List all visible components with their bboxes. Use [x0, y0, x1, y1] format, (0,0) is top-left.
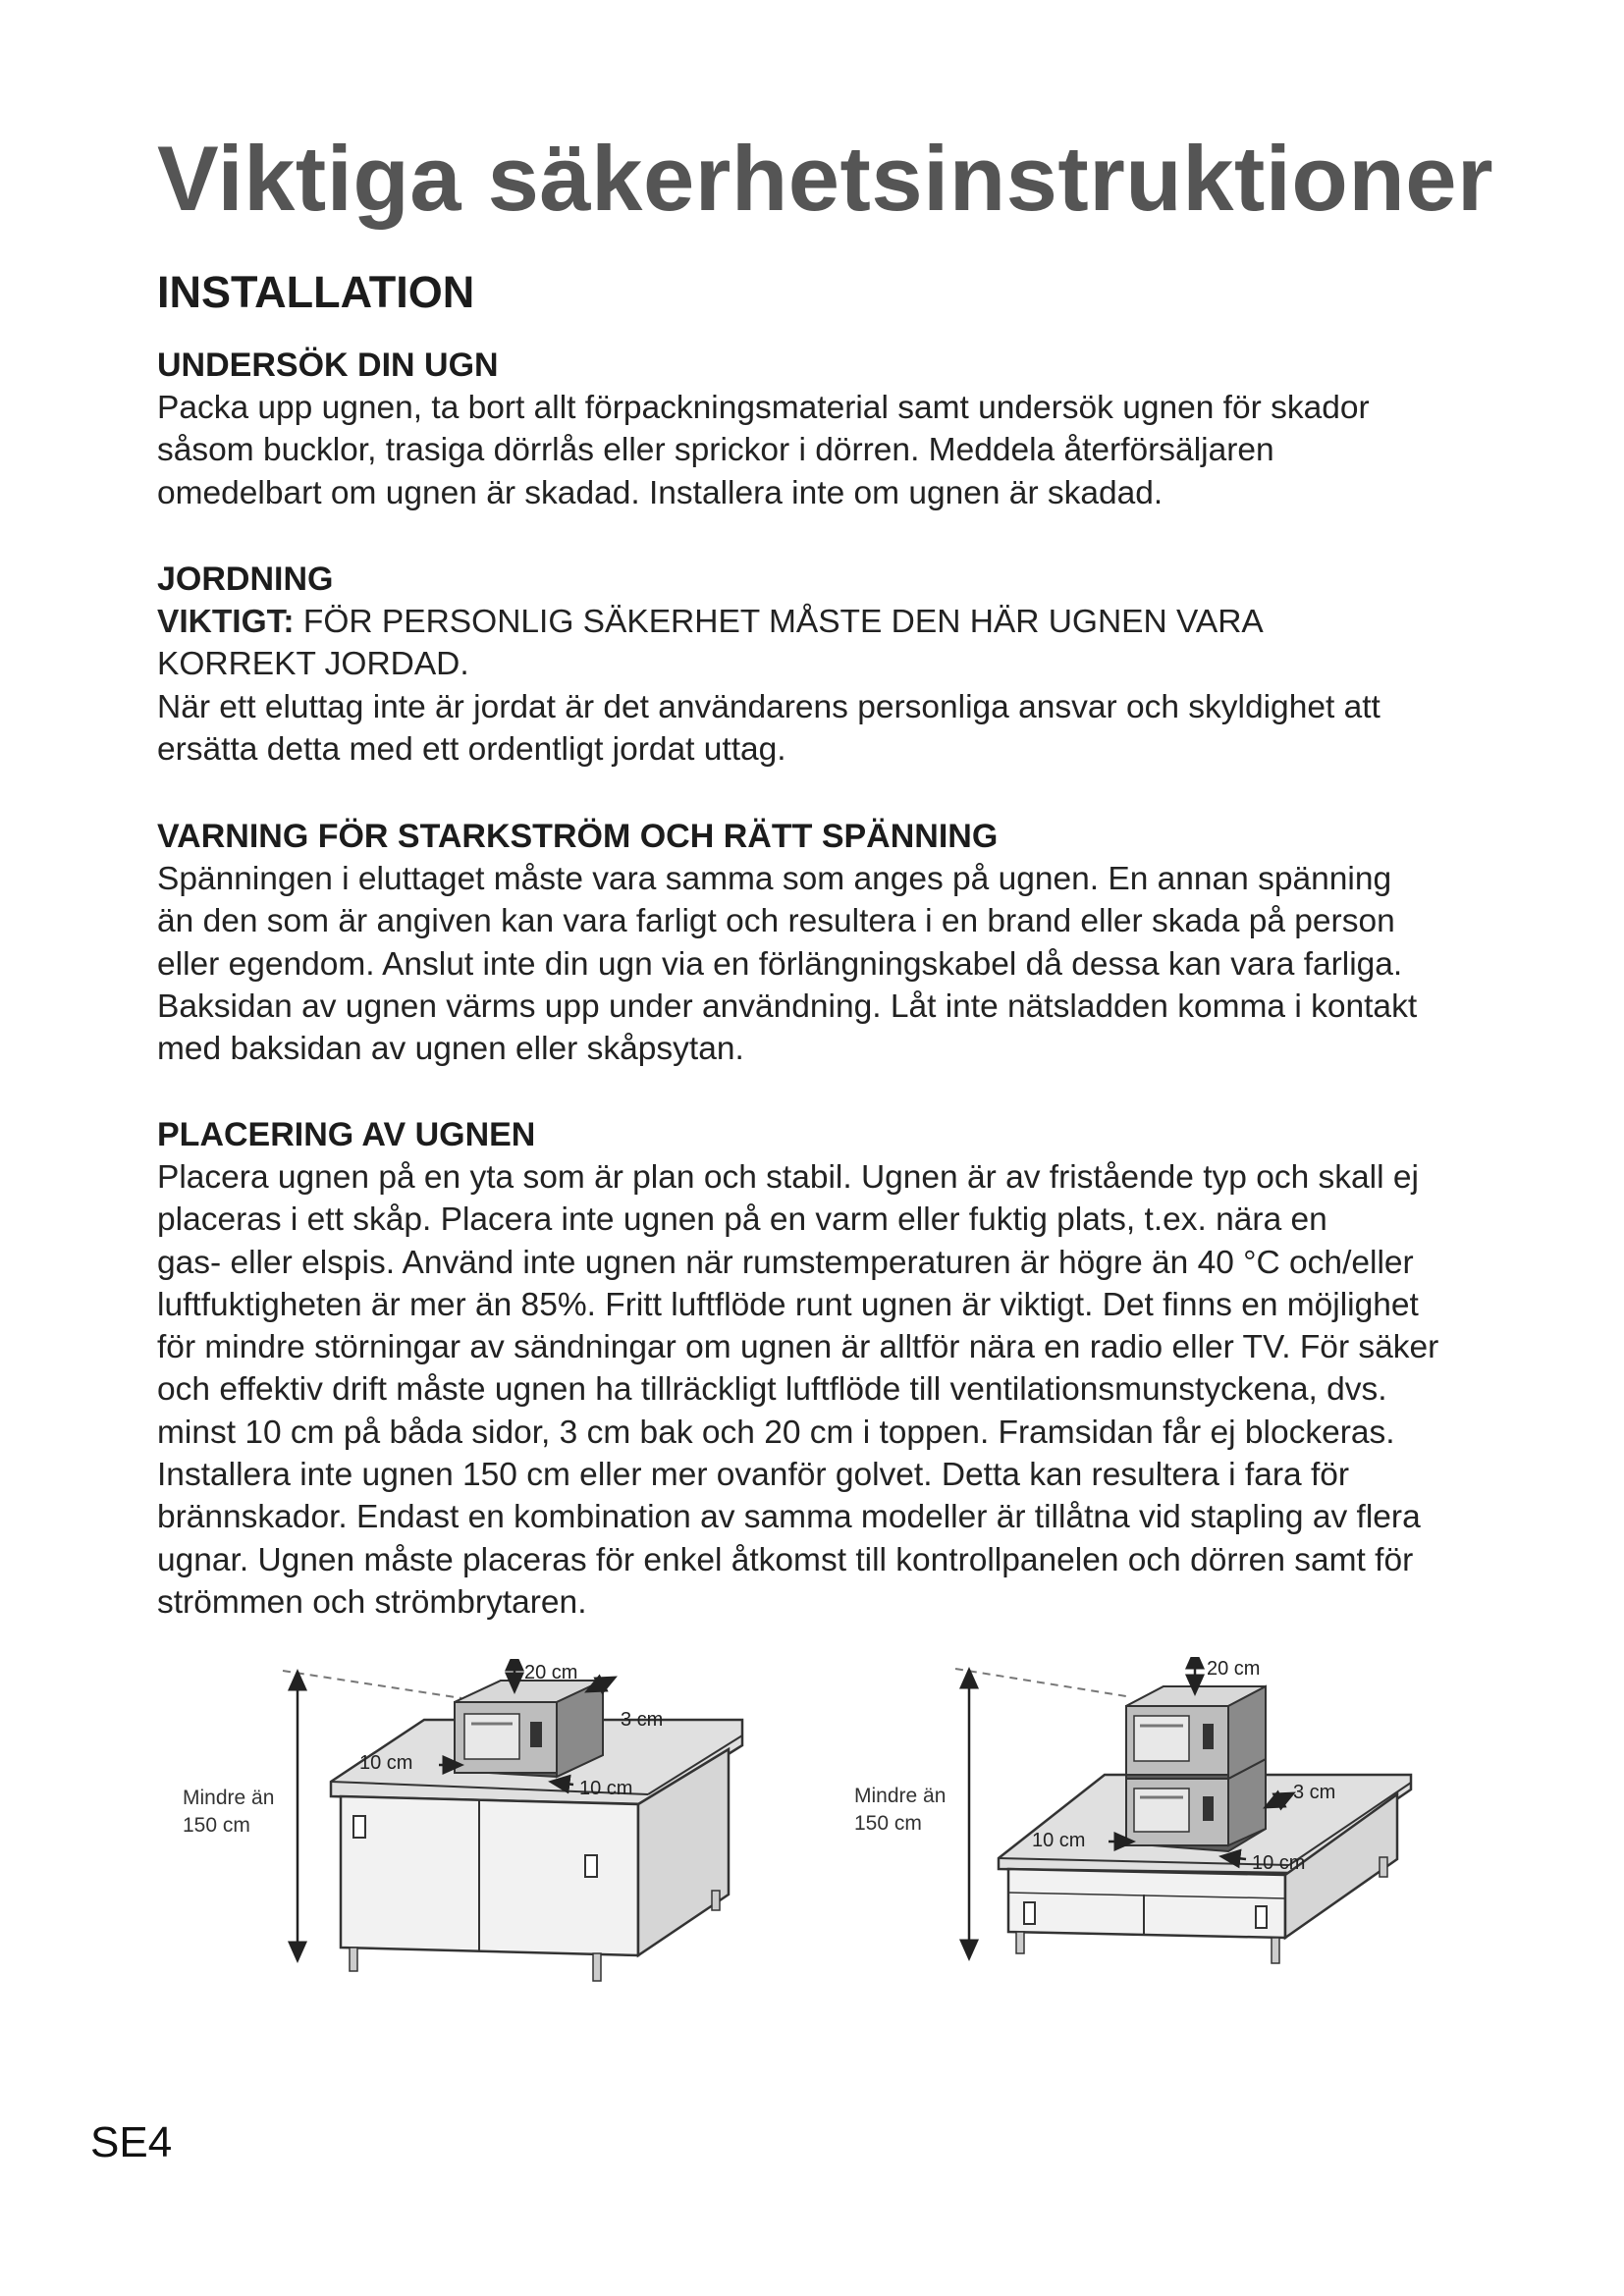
text-line: eller egendom. Anslut inte din ugn via en förlängningskabel då dessa kan vara farliga. [157, 945, 1403, 983]
page-number: SE4 [90, 2118, 173, 2166]
important-line [157, 601, 1551, 643]
text-line: strömmen och strömbrytaren. [157, 1583, 587, 1621]
text-line: Installera inte ugnen 150 cm eller mer ovanför golvet. Detta kan resultera i fara för [157, 1457, 1350, 1494]
top-clearance-label: 20 cm [1207, 1658, 1261, 1680]
cabinet-front [1008, 1869, 1285, 1938]
table-leg [593, 1953, 601, 1981]
placement-text [157, 1156, 1551, 1624]
section-inspect [157, 344, 1551, 514]
oven-control-panel [530, 1722, 542, 1747]
text-line: Placera ugnen på en yta som är plan och stabil. Ugnen är av fristående typ och skall ej [157, 1159, 1419, 1196]
left-clearance-label: 10 cm [359, 1752, 413, 1774]
text-line: såsom bucklor, trasiga dörrlås eller sprickor i dörren. Meddela återförsäljaren [157, 432, 1274, 469]
table-leg [712, 1891, 720, 1910]
text-line: gas- eller elspis. Använd inte ugnen när rumstemperaturen är högre än 40 °C och/eller [157, 1244, 1414, 1281]
text-line: minst 10 cm på båda sidor, 3 cm bak och 20 cm i toppen. Framsidan får ej blockeras. [157, 1414, 1395, 1451]
back-clearance-label: 3 cm [1293, 1782, 1336, 1803]
inspect-heading: UNDERSÖK DIN UGN [157, 347, 499, 384]
page-title: Viktiga säkerhetsinstruktioner [157, 127, 1494, 230]
single-oven-clearance-figure [167, 1659, 756, 2022]
grounding-text [157, 601, 1551, 771]
text-line: omedelbart om ugnen är skadad. Installera inte om ugnen är skadad. [157, 474, 1164, 511]
top-clearance-label: 20 cm [524, 1662, 578, 1683]
door-handle-icon [353, 1816, 365, 1838]
oven-window [464, 1714, 519, 1759]
door-handle-icon [585, 1855, 597, 1877]
text-line: ersätta detta med ett ordentligt jordat uttag. [157, 730, 786, 768]
text-line: När ett eluttag inte är jordat är det användarens personliga ansvar och skyldighet att [157, 688, 1380, 725]
height-label-line1: Mindre än [854, 1785, 947, 1807]
voltage-text [157, 858, 1551, 1070]
section-heading: INSTALLATION [157, 267, 475, 317]
door-handle-icon [1256, 1906, 1267, 1928]
text-line: brännskador. Endast en kombination av samma modeller är tillåtna vid stapling av flera [157, 1499, 1421, 1536]
oven-control-panel [1203, 1724, 1214, 1749]
right-clearance-label: 10 cm [1252, 1852, 1306, 1874]
table-leg [1016, 1932, 1024, 1953]
text-line: och effektiv drift måste ugnen ha tillräckligt luftflöde till ventilationsmunstyckena, dvs. [157, 1371, 1387, 1409]
section-grounding [157, 558, 1551, 771]
door-handle-icon [1024, 1902, 1035, 1924]
section-voltage [157, 815, 1551, 1070]
voltage-heading: VARNING FÖR STARKSTRÖM OCH RÄTT SPÄNNING [157, 818, 999, 855]
text-line: med baksidan av ugnen eller skåpsytan. [157, 1031, 744, 1068]
reference-dashed-line [955, 1669, 1126, 1696]
right-clearance-label: 10 cm [579, 1778, 633, 1799]
table-leg [1272, 1938, 1279, 1963]
text-line: Packa upp ugnen, ta bort allt förpackningsmaterial samt undersök ugnen för skador [157, 390, 1370, 426]
height-label-line2: 150 cm [854, 1812, 922, 1835]
stacked-oven-clearance-figure [839, 1657, 1429, 2030]
table-leg [1380, 1857, 1387, 1877]
inspect-text [157, 387, 1551, 514]
height-label-line1: Mindre än [183, 1787, 275, 1809]
text-line: Baksidan av ugnen värms upp under användning. Låt inte nätsladden komma i kontakt [157, 988, 1418, 1025]
oven-window [1134, 1716, 1189, 1761]
text-line: ugnar. Ugnen måste placeras för enkel åtkomst till kontrollpanelen och dörren samt för [157, 1541, 1414, 1578]
section-placement [157, 1113, 1551, 1624]
table-leg [350, 1948, 357, 1971]
important-label: VIKTIGT: [157, 604, 295, 640]
placement-heading: PLACERING AV UGNEN [157, 1116, 536, 1153]
oven-window [1134, 1789, 1189, 1832]
text-line: luftfuktigheten är mer än 85%. Fritt luftflöde runt ugnen är viktigt. Det finns en möjlighet [157, 1286, 1419, 1323]
text-line: placeras i ett skåp. Placera inte ugnen på en varm eller fuktig plats, t.ex. nära en [157, 1201, 1327, 1239]
height-label-line2: 150 cm [183, 1814, 250, 1837]
back-clearance-label: 3 cm [621, 1709, 664, 1731]
text-line: för mindre störningar av sändningar om ugnen är alltför nära en radio eller TV. För säker [157, 1329, 1439, 1366]
text-line: än den som är angiven kan vara farligt och resultera i en brand eller skada på person [157, 903, 1395, 940]
important-text: FÖR PERSONLIG SÄKERHET MÅSTE DEN HÄR UGNEN VARA [294, 604, 1264, 640]
grounding-heading: JORDNING [157, 561, 334, 598]
text-line: Spänningen i eluttaget måste vara samma som anges på ugnen. En annan spänning [157, 861, 1392, 897]
text-line: KORREKT JORDAD. [157, 646, 469, 683]
oven-control-panel [1203, 1796, 1214, 1821]
left-clearance-label: 10 cm [1032, 1830, 1086, 1851]
reference-dashed-line [283, 1671, 461, 1698]
